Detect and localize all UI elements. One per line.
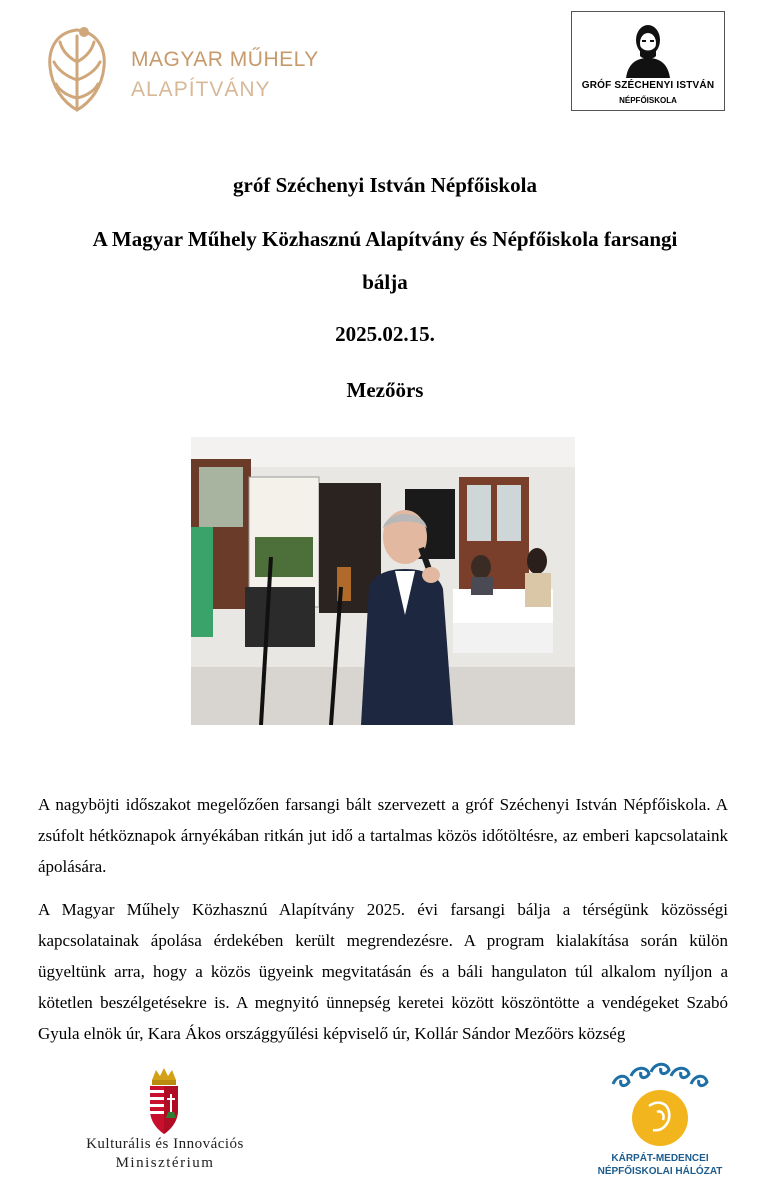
szechenyi-school-logo <box>571 11 725 111</box>
event-place: Mezőörs <box>346 378 424 402</box>
school-heading: gróf Széchenyi István Népfőiskola <box>233 173 537 197</box>
school-logo-line2: NÉPFŐISKOLA <box>619 96 677 105</box>
event-photo-illustration <box>191 437 575 725</box>
szechenyi-portrait-icon <box>622 16 674 78</box>
body-paragraph-2: A Magyar Műhely Közhasznú Alapítvány 2025. évi farsangi bálja a térségünk közösségi kapcsolatainak ápolása érdekében került megrendezésre. A program kialakítása során külön ügyeltünk arra, hogy a közös ügyeink megvitatásán és a báli hangulaton túl alkalom nyíljon a kötetlen beszélgetésekre is. A megnyitó ünnepség keretei között köszöntötte a vendégeket Szabó Gyula elnök úr, Kara Ákos országgyűlési képviselő úr, Kollár Sándor Mezőörs község <box>38 900 728 1043</box>
event-photo <box>191 437 575 725</box>
hungarian-coat-of-arms-icon <box>146 1066 182 1136</box>
magyar-muhely-emblem-icon <box>38 22 116 114</box>
event-date: 2025.02.15. <box>335 322 435 346</box>
network-logo-line2: NÉPFŐISKOLAI HÁLÓZAT <box>597 1166 723 1177</box>
network-logo <box>585 1062 735 1182</box>
ministry-logo-line1: Kulturális és Innovációs <box>86 1136 244 1152</box>
ministry-logo <box>60 1066 270 1176</box>
school-logo-line1: GRÓF SZÉCHENYI ISTVÁN <box>581 80 715 91</box>
network-emblem-icon <box>605 1062 715 1150</box>
magyar-muhely-logo <box>38 22 338 117</box>
event-title-line2: bálja <box>362 270 408 294</box>
ministry-logo-line2: Minisztérium <box>115 1155 215 1171</box>
network-logo-line1: KÁRPÁT-MEDENCEI <box>611 1153 709 1164</box>
event-title-line1: A Magyar Műhely Közhasznú Alapítvány és Népfőiskola farsangi <box>92 227 678 251</box>
foundation-logo-line1: MAGYAR MŰHELY <box>131 48 319 71</box>
body-paragraph-1: A nagyböjti időszakot megelőzően farsangi bált szervezett a gróf Széchenyi István Népfőiskola. A zsúfolt hétköznapok árnyékában ritkán jut idő a tartalmas közös időtöltésre, az emberi kapcsolataink ápolására. <box>38 795 728 876</box>
foundation-logo-line2: ALAPÍTVÁNY <box>131 78 271 101</box>
